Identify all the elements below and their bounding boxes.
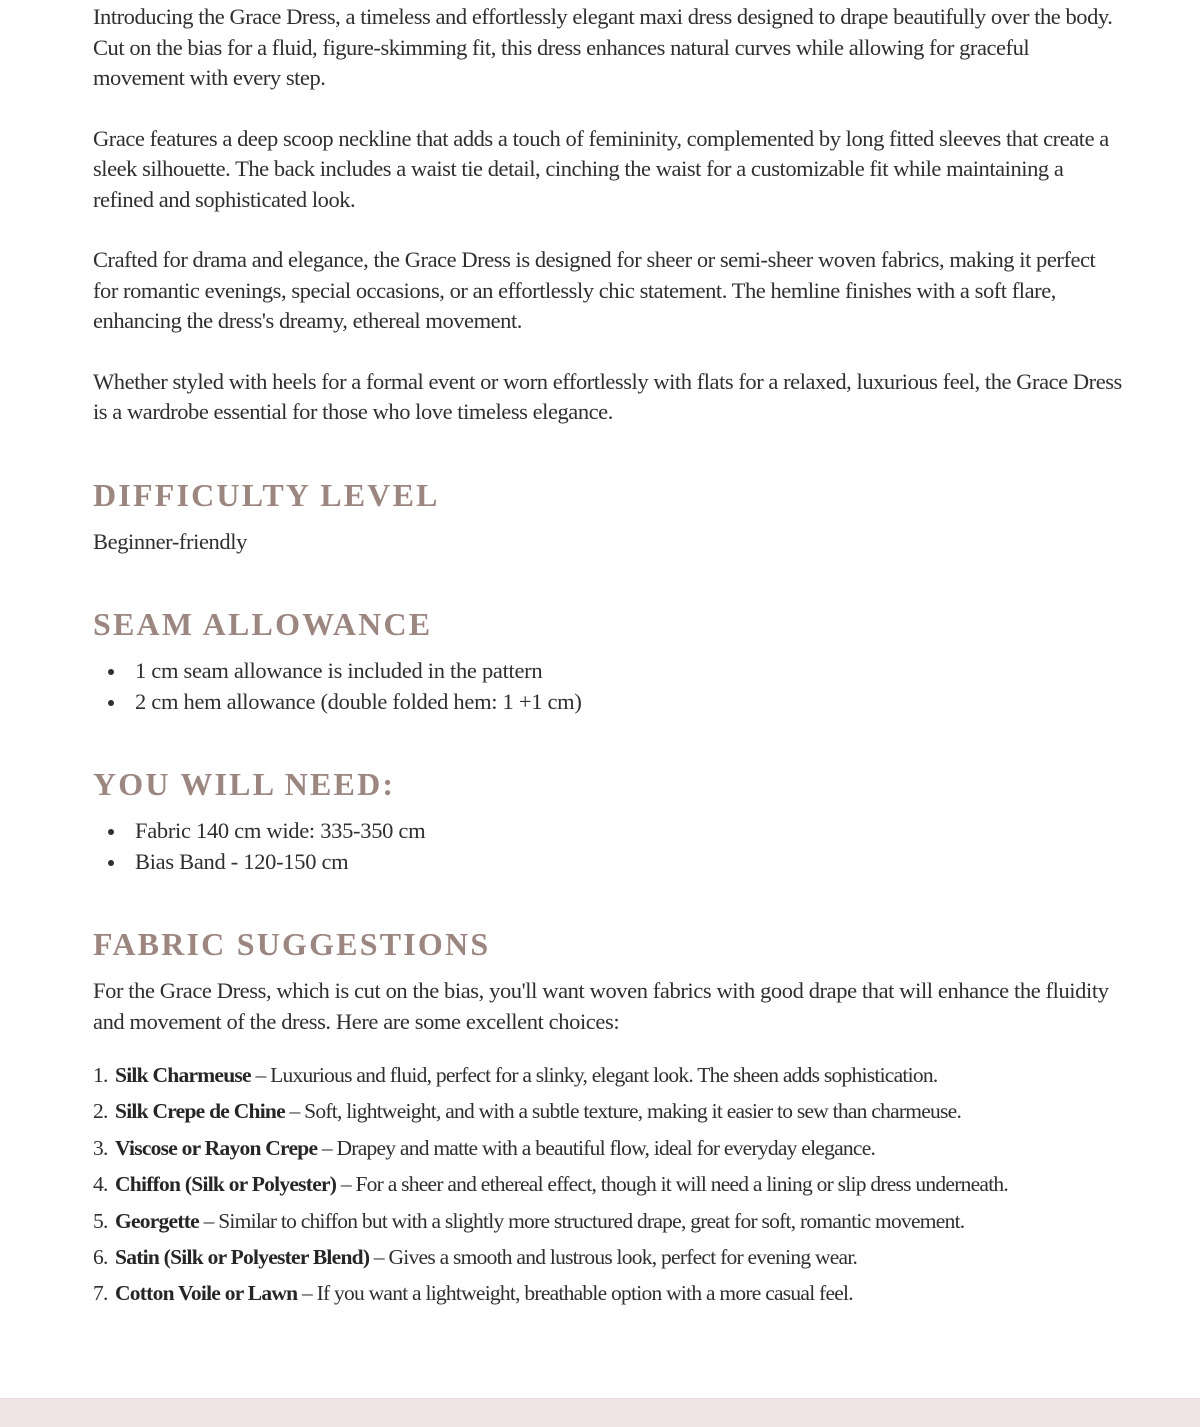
list-item-text: Bias Band - 120-150 cm bbox=[135, 848, 349, 874]
list-item bbox=[93, 687, 1123, 718]
fabric-suggestions-intro: For the Grace Dress, which is cut on the bias, you'll want woven fabrics with good drape that will enhance the fluidity and movement of the dress. Here are some excellent choices: bbox=[93, 978, 1109, 1034]
footer-band bbox=[0, 1398, 1200, 1427]
list-item bbox=[93, 1093, 1123, 1129]
list-item bbox=[93, 816, 1123, 847]
difficulty-value: Beginner-friendly bbox=[93, 528, 247, 554]
list-number: 6. bbox=[93, 1245, 108, 1270]
list-item bbox=[93, 1203, 1123, 1239]
fabric-description: – If you want a lightweight, breathable option with a more casual feel. bbox=[297, 1281, 853, 1306]
fabric-description: – Gives a smooth and lustrous look, perfect for evening wear. bbox=[369, 1245, 858, 1270]
difficulty-section bbox=[93, 475, 1123, 558]
intro-paragraph-1: Introducing the Grace Dress, a timeless and effortlessly elegant maxi dress designed to drape beautifully over the body. Cut on the bias for a fluid, figure-skimming fit, this dress enhances natural curves while allowing for graceful movement with every step. bbox=[93, 4, 1113, 90]
you-will-need-section bbox=[93, 764, 1123, 877]
difficulty-heading: DIFFICULTY LEVEL bbox=[93, 476, 440, 513]
list-number: 7. bbox=[93, 1281, 108, 1306]
list-item bbox=[93, 1166, 1123, 1202]
you-will-need-list bbox=[93, 816, 1123, 877]
fabric-description: – For a sheer and ethereal effect, though it will need a lining or slip dress underneath. bbox=[336, 1172, 1009, 1197]
bullet-icon bbox=[108, 669, 114, 675]
list-item bbox=[93, 847, 1123, 878]
list-item bbox=[93, 1057, 1123, 1093]
fabric-description: – Drapey and matte with a beautiful flow, ideal for everyday elegance. bbox=[317, 1135, 876, 1160]
list-number: 1. bbox=[93, 1063, 108, 1087]
list-item-text: Fabric 140 cm wide: 335-350 cm bbox=[135, 818, 426, 843]
bullet-icon bbox=[108, 860, 114, 866]
list-number: 2. bbox=[93, 1099, 108, 1124]
product-description bbox=[93, 2, 1123, 1312]
seam-allowance-heading: SEAM ALLOWANCE bbox=[93, 606, 433, 642]
fabric-name: Georgette bbox=[115, 1208, 199, 1233]
seam-allowance-section bbox=[93, 604, 1123, 717]
fabric-suggestions-section bbox=[93, 924, 1123, 1312]
intro-paragraph-4: Whether styled with heels for a formal event or worn effortlessly with flats for a relaxed, luxurious feel, the Grace Dress is a wardrobe essential for those who love timeless elegance. bbox=[93, 368, 1122, 424]
seam-allowance-list bbox=[93, 656, 1123, 717]
list-item bbox=[93, 656, 1123, 687]
fabric-description: – Soft, lightweight, and with a subtle texture, making it easier to sew than charmeuse. bbox=[284, 1099, 962, 1124]
fabric-name: Satin (Silk or Polyester Blend) bbox=[115, 1245, 370, 1270]
list-item bbox=[93, 1239, 1123, 1275]
fabric-name: Viscose or Rayon Crepe bbox=[115, 1135, 318, 1160]
list-item bbox=[93, 1275, 1123, 1311]
list-item-text: 1 cm seam allowance is included in the pattern bbox=[135, 658, 543, 683]
list-item bbox=[93, 1130, 1123, 1166]
fabric-description: – Similar to chiffon but with a slightly more structured drape, great for soft, romantic movement. bbox=[198, 1208, 965, 1233]
intro-paragraph-3: Crafted for drama and elegance, the Grace Dress is designed for sheer or semi-sheer woven fabrics, making it perfect for romantic evenings, special occasions, or an effortlessly chic statement. The hemline finishes with a soft flare, enhancing the dress's dreamy, ethereal movement. bbox=[93, 247, 1096, 333]
fabric-description: – Luxurious and fluid, perfect for a slinky, elegant look. The sheen adds sophistication. bbox=[250, 1063, 938, 1087]
you-will-need-heading: YOU WILL NEED: bbox=[93, 766, 396, 802]
fabric-name: Cotton Voile or Lawn bbox=[115, 1281, 298, 1306]
bullet-icon bbox=[108, 700, 114, 706]
list-number: 3. bbox=[93, 1135, 108, 1160]
bullet-icon bbox=[108, 829, 114, 835]
fabric-name: Silk Crepe de Chine bbox=[115, 1099, 285, 1124]
list-number: 4. bbox=[93, 1172, 108, 1197]
list-item-text: 2 cm hem allowance (double folded hem: 1 +1 cm) bbox=[135, 688, 582, 714]
intro-paragraph-2: Grace features a deep scoop neckline that adds a touch of femininity, complemented by long fitted sleeves that create a sleek silhouette. The back includes a waist tie detail, cinching the waist for a customizable fit while maintaining a refined and sophisticated look. bbox=[93, 125, 1109, 212]
fabric-suggestions-heading: FABRIC SUGGESTIONS bbox=[93, 926, 491, 962]
fabric-suggestions-list bbox=[93, 1057, 1123, 1312]
list-number: 5. bbox=[93, 1208, 108, 1233]
fabric-name: Silk Charmeuse bbox=[115, 1063, 251, 1087]
fabric-name: Chiffon (Silk or Polyester) bbox=[115, 1172, 337, 1197]
